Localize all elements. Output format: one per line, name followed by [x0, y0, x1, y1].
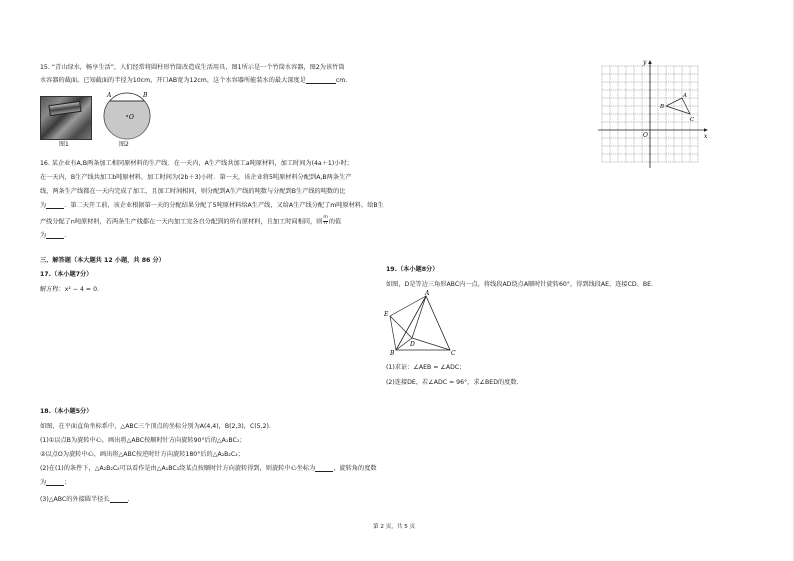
label-b: B: [390, 350, 395, 356]
fraction-denominator: n: [324, 220, 328, 226]
q16-line-5-end: 的值: [328, 218, 342, 226]
q18-line-6: [40, 496, 130, 503]
equilateral-triangle-diagram: [384, 290, 464, 356]
q16-line-2: 在一天内，B生产线共加工b吨原材料，加工时间为(2b＋3)小时．第一天，该企业将5吨原材料分配到A,B两条生产: [40, 174, 352, 181]
q16-line-5: [40, 216, 341, 227]
q18-line-4: [40, 465, 377, 472]
vertex-b-label: B: [660, 104, 665, 110]
label-d: D: [410, 341, 415, 348]
q19-line-1: 如图，D是等边三角形ABC内一点，将线段AD绕点A顺时针旋转60°，得到线段AE，连接CD、BE.: [386, 281, 653, 288]
q16-line-4-end: ．第二天开工前，该企业根据第一天的分配结果分配了5吨原材料给A生产线，又给A生产线分配了m吨原材料，给B生: [64, 202, 384, 209]
origin-label: O: [643, 132, 648, 139]
q18-line-4-start: (2)在(1)的条件下，△A₂B₂C₂可以看作是由△A₁BC₁绕某点按顺时针方向旋转得到，则旋转中心坐标为: [40, 465, 316, 472]
fraction-m-over-n: [323, 216, 327, 227]
q16-line-6-start: 为: [40, 232, 47, 239]
coordinate-grid: [596, 58, 712, 174]
q18-line-3: ②以点O为旋转中心，画出将△ABC按逆时针方向旋转180°后的△A₂B₂C₂；: [40, 451, 244, 458]
q17-body: 解方程：x² − 4 = 0.: [40, 286, 99, 293]
q18-line-2: (1)①以点B为旋转中心，画出将△ABC按顺时针方向旋转90°后的△A₁BC₁；: [40, 437, 246, 444]
page-number: 第 2 页，共 5 页: [373, 524, 416, 530]
fig2-label: 图2: [119, 141, 129, 148]
vertex-a-label: A: [683, 93, 687, 99]
q18-header: 18.（本小题5分）: [40, 408, 93, 415]
section-3-title: 三、解答题（本大题共 12 小题，共 86 分）: [40, 257, 165, 264]
q15-line-2-text: 水容器的截面。已知截面的半径为10cm，开口AB宽为12cm，这个水容器所能装水的最大深度是: [40, 77, 306, 84]
q17-header: 17.（本小题7分）: [40, 271, 93, 278]
q16-line-6-end: .: [64, 232, 67, 239]
bamboo-container-photo: [40, 96, 92, 140]
fraction-numerator: m: [323, 215, 328, 220]
x-axis-label: x: [704, 133, 708, 140]
y-axis-label: y: [643, 59, 647, 66]
q15-line-1: 15. “青山绿水，畅享生活”，人们经常将圆柱形竹筒改造成生活用具，图1所示是一个竹筒水容器，图2为该竹筒: [40, 64, 345, 71]
cross-section-diagram: [98, 86, 156, 146]
x-axis-arrow-icon: [704, 128, 708, 132]
answer-blank: [110, 496, 128, 503]
point-o-label: O: [129, 114, 134, 121]
bamboo-tube-shape: [48, 101, 81, 116]
q16-line-4-start: 为: [40, 202, 47, 209]
q18-line-5-start: 为: [40, 479, 47, 486]
vertex-c-label: C: [690, 117, 695, 123]
label-c: C: [451, 350, 456, 356]
q18-line-4-mid: ，旋转角的度数: [333, 465, 377, 472]
answer-blank: [46, 202, 64, 209]
point-b-label: B: [143, 92, 148, 99]
q15-line-2-unit: cm.: [335, 77, 348, 84]
answer-blank: [46, 232, 67, 239]
answer-blank: [315, 465, 333, 472]
segment-dc: [412, 338, 450, 350]
q18-line-6-end: .: [127, 496, 130, 503]
q19-part-2: (2)连接DE，若∠ADC = 96°，求∠BED的度数.: [386, 379, 519, 386]
q18-line-1: 如图，在平面直角坐标系中，△ABC三个顶点的坐标分别为A(4,4)，B(2,3)，C(5,2).: [40, 423, 271, 430]
fig1-label: 图1: [59, 141, 69, 148]
answer-blank: [306, 77, 336, 84]
q19-part-1: (1)求证：∠AEB = ∠ADC；: [386, 364, 466, 371]
q18-line-6-start: (3)△ABC的外接圆半径长: [40, 496, 110, 503]
q18-line-5-end: ；: [64, 479, 71, 486]
q16-line-4: [40, 202, 384, 209]
q15-line-2: [40, 77, 347, 84]
q16-line-5-text: 产线分配了n吨原材料，若两条生产线都在一天内加工完各自分配到的所有原材料，且加工时间相同，则: [40, 218, 323, 226]
label-e: E: [384, 311, 389, 318]
answer-blank: [46, 479, 64, 486]
center-point: [126, 115, 128, 117]
q18-line-5: [40, 479, 70, 486]
q16-line-1: 16. 某企业有A,B两条加工相同原材料的生产线．在一天内，A生产线共加工a吨原材料，加工时间为(4a＋1)小时；: [40, 160, 353, 167]
q16-line-6: [40, 232, 66, 239]
water-region: [104, 101, 150, 139]
q16-line-3: 线，两条生产线都在一天内完成了加工，且加工时间相同，则分配到A生产线的吨数与分配到B生产线的吨数的比: [40, 188, 346, 195]
point-a-label: A: [107, 92, 112, 99]
y-axis-arrow-icon: [648, 60, 652, 64]
label-a: A: [425, 290, 430, 297]
q19-header: 19.（本小题8分）: [386, 266, 439, 273]
